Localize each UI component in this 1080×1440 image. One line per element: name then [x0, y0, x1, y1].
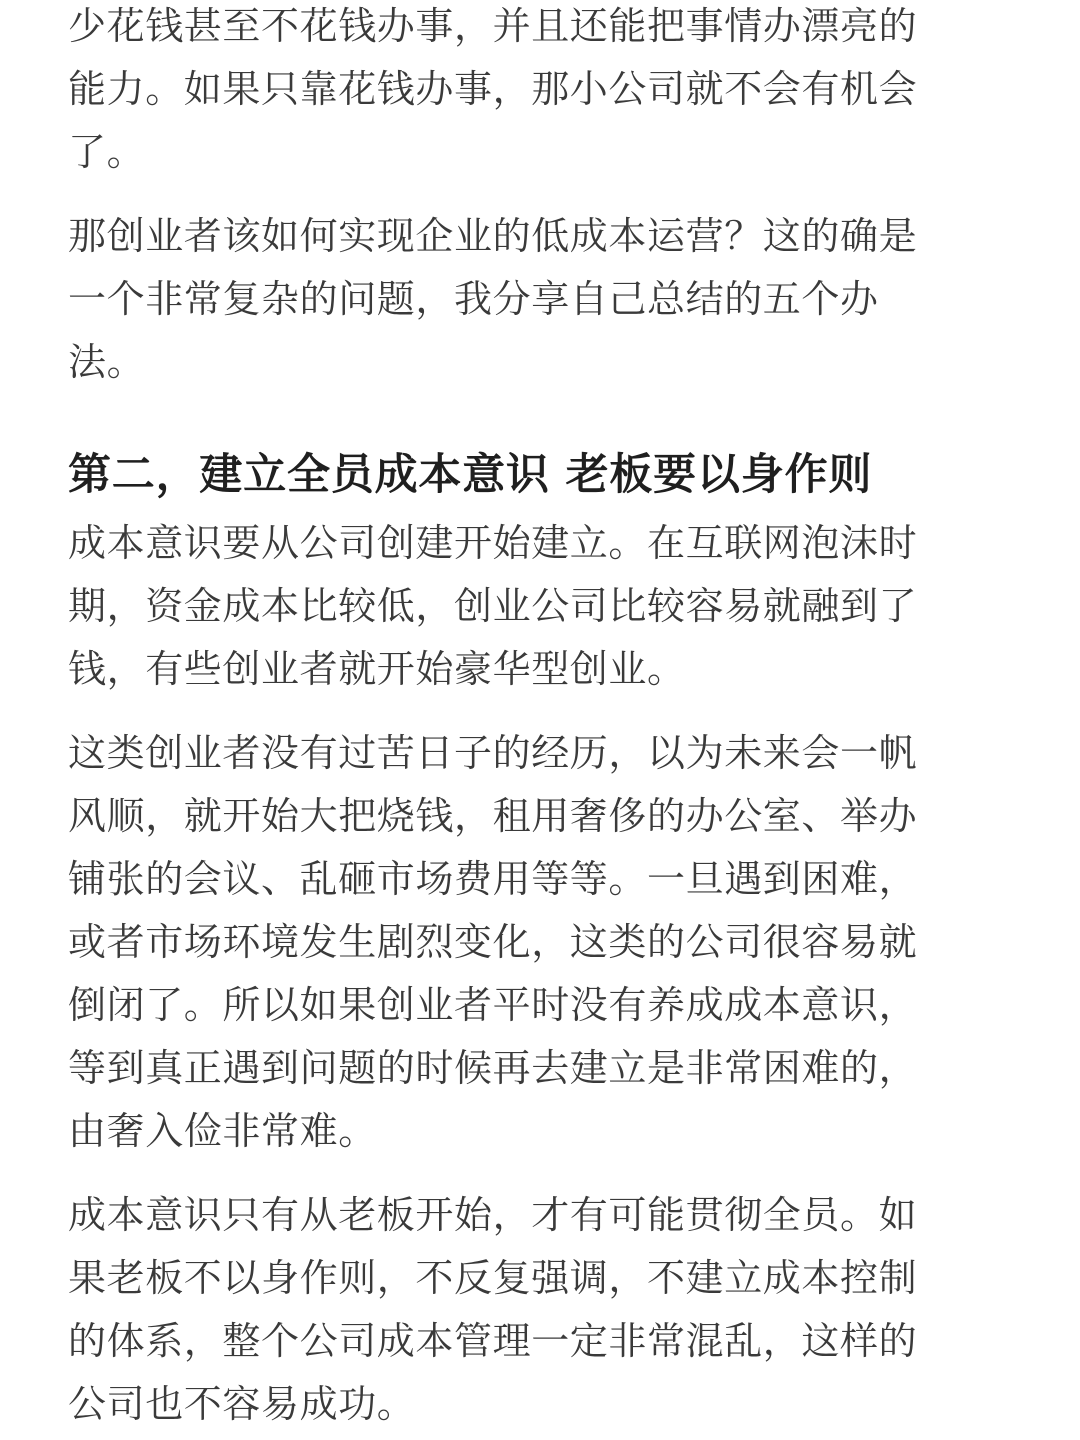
paragraph-luxury-startups — [68, 722, 1012, 1163]
text-line: 钱，有些创业者就开始豪华型创业。 — [68, 647, 686, 691]
text-line: 公司也不容易成功。 — [68, 1382, 416, 1426]
paragraph-cost-awareness — [68, 512, 1012, 701]
text-line: 那创业者该如何实现企业的低成本运营？这的确是 — [68, 214, 918, 258]
paragraph-boss-example — [68, 1184, 1012, 1436]
section-heading: 第二，建立全员成本意识 老板要以身作则 — [68, 450, 873, 500]
paragraph-spacer — [68, 701, 1012, 722]
text-line: 了。 — [68, 130, 146, 174]
paragraph-cost-ability — [68, 0, 1012, 184]
text-line: 一个非常复杂的问题，我分享自己总结的五个办 — [68, 277, 879, 321]
text-line: 倒闭了。所以如果创业者平时没有养成成本意识， — [68, 983, 918, 1027]
paragraph-spacer — [68, 1163, 1012, 1184]
text-line: 铺张的会议、乱砸市场费用等等。一旦遇到困难， — [68, 857, 918, 901]
paragraph-low-cost-question — [68, 205, 1012, 394]
text-line: 果老板不以身作则，不反复强调，不建立成本控制 — [68, 1256, 918, 1300]
text-line: 成本意识只有从老板开始，才有可能贯彻全员。如 — [68, 1193, 918, 1237]
text-line: 由奢入俭非常难。 — [68, 1109, 377, 1153]
text-line: 法。 — [68, 340, 146, 384]
paragraph-spacer — [68, 184, 1012, 205]
text-line: 或者市场环境发生剧烈变化，这类的公司很容易就 — [68, 920, 918, 964]
text-line: 少花钱甚至不花钱办事，并且还能把事情办漂亮的 — [68, 4, 918, 48]
text-line: 等到真正遇到问题的时候再去建立是非常困难的， — [68, 1046, 918, 1090]
article-body — [68, 0, 1012, 1436]
text-line: 成本意识要从公司创建开始建立。在互联网泡沫时 — [68, 521, 918, 565]
text-line: 风顺，就开始大把烧钱，租用奢侈的办公室、举办 — [68, 794, 918, 838]
text-line: 这类创业者没有过苦日子的经历，以为未来会一帆 — [68, 731, 918, 775]
text-line: 能力。如果只靠花钱办事，那小公司就不会有机会 — [68, 67, 918, 111]
text-line: 期，资金成本比较低，创业公司比较容易就融到了 — [68, 584, 918, 628]
text-line: 的体系，整个公司成本管理一定非常混乱，这样的 — [68, 1319, 918, 1363]
section-spacer — [68, 394, 1012, 438]
